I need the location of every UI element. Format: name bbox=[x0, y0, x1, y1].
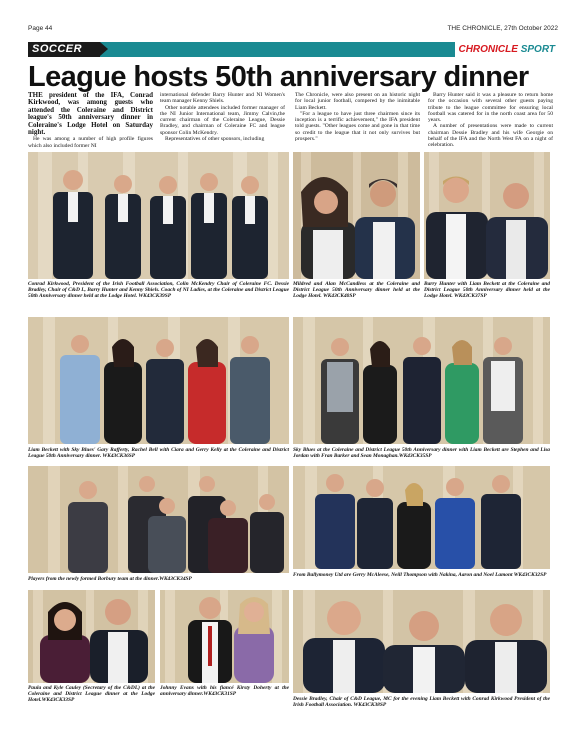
headline: League hosts 50th anniversary dinner bbox=[28, 61, 529, 93]
article-paragraph: He was among a number of high profile figures which also included former NI bbox=[28, 136, 153, 149]
photo-caption: Paula and Kyle Cauley (Secretary of the C&DL) at the Coleraine and District League dinner at the Lodge Hotel.WK43CK33SP bbox=[28, 685, 155, 704]
couple-photo-mccandless bbox=[293, 152, 420, 279]
article-paragraph: A number of presentations were made to current chairman Dessie Bradley and his wife Georgie on behalf of the IFA and the North West FA on a night of celebration. bbox=[428, 123, 553, 149]
article-paragraph: Other notable attendees included former manager of the NI Junior International team, Jimmy Calvin,the current chairman of the Coleraine League, Dessie Bradley, and chairman of Coleraine FC and league sponsor Colin McKendry. bbox=[160, 104, 285, 136]
photo-caption: Conrad Kirkwood, President of the Irish Football Association, Colin McKendry Chair of Coleraine FC. Dessie Bradley, Chair of C&D L, Barry Hunter and Kenny Shiels. Coach of NI Ladies, at the Coleraine and District League 50th Anniversary dinner held at the Lodge Hotel. WK43CK39SP bbox=[28, 281, 289, 300]
article-column-1 bbox=[28, 92, 153, 149]
brand-chronicle: CHRONICLE bbox=[458, 44, 518, 55]
article-column-2 bbox=[160, 92, 285, 142]
group-photo-ballymoney-utd bbox=[293, 466, 550, 569]
couple-photo-cauley bbox=[28, 590, 155, 683]
photo-caption: From Ballymoney Utd are Gerry McAleese, Neill Thompson with Nakina, Aaron and Noel Lamont WK43CK32SP bbox=[293, 572, 547, 578]
article-paragraph: Representatives of other sponsors, including bbox=[165, 136, 265, 143]
brand-sport: SPORT bbox=[520, 44, 555, 55]
group-photo-dignitaries bbox=[28, 152, 289, 279]
photo-caption: Barry Hunter with Liam Beckett at the Coleraine and District League 50th Anniversary dinner held at the Lodge Hotel. WK43CK37SP bbox=[424, 281, 550, 300]
photo-caption: Mildred and Alan McCandless at the Coleraine and District League 50th Anniversary dinner held at the Lodge Hotel. WK43CK40SP bbox=[293, 281, 420, 300]
page-number: Page 44 bbox=[28, 25, 53, 32]
trio-photo-bradley-beckett-kirkwood bbox=[293, 590, 550, 693]
group-photo-borbury-players bbox=[28, 466, 289, 573]
photo-caption: Johnny Evans with his fiancé Kirsty Doherty at the anniversary dinner.WK43CK31SP bbox=[160, 685, 289, 698]
article-body bbox=[28, 92, 558, 150]
article-paragraph: Barry Hunter said it was a pleasure to return home for the occasion with several other guests paying tribute to the league committee for ensuring local football was catered for in the north coast area for 50 years. bbox=[428, 92, 553, 124]
photo-caption: Dessie Bradley, Chair of C&D League, MC for the evening Liam Beckett with Conrad Kirkwood President of the Irish Football Association. WK43CK38SP bbox=[293, 696, 550, 709]
chronicle-sport-logo bbox=[455, 42, 558, 57]
couple-photo-evans-doherty bbox=[160, 590, 289, 683]
section-label: SOCCER bbox=[28, 42, 100, 57]
photo-caption: Players from the newly formed Borbury team at the dinner.WK43CK34SP bbox=[28, 576, 192, 582]
article-lead: THE president of the IFA, Conrad Kirkwood, was among guests who attended the Coleraine and District league's 50th anniversary dinner in Coleraine's Lodge Hotel on Saturday night. bbox=[28, 92, 153, 137]
article-paragraph: "For a league to have just three chairmen since its inception is a terrific achievement," the IFA president told guests. "Other leagues come and gone in that time so credit to the league that it not only survives but prospers." bbox=[295, 110, 420, 143]
article-column-4 bbox=[428, 92, 553, 149]
article-paragraph: The Chronicle, were also present on an historic night for local junior football, compered by the inimitable Liam Beckett. bbox=[295, 92, 420, 111]
article-paragraph: international defender Barry Hunter and NI Women's team manager Kenny Shiels. bbox=[160, 92, 285, 105]
photo-caption: Liam Beckett with Sky Blues' Gary Rafferty, Rachel Bell with Ciara and Gerry Kelly at the Coleraine and District League 50th Anniversary dinner. WK43CK36SP bbox=[28, 447, 289, 460]
article-column-3 bbox=[295, 92, 420, 142]
photo-caption: Sky Blues at the Coleraine and District League 50th Anniversary dinner with Liam Beckett are Stephen and Lisa Jordan with Fran Barker and Sean Monaghan.WK43CK35SP bbox=[293, 447, 550, 460]
duo-photo-hunter-beckett bbox=[424, 152, 550, 279]
issue-date: THE CHRONICLE, 27th October 2022 bbox=[447, 25, 558, 32]
section-band bbox=[28, 42, 558, 57]
page-folio bbox=[28, 25, 558, 37]
group-photo-sky-blues-jordan bbox=[293, 317, 550, 444]
group-photo-sky-blues-beckett bbox=[28, 317, 289, 444]
